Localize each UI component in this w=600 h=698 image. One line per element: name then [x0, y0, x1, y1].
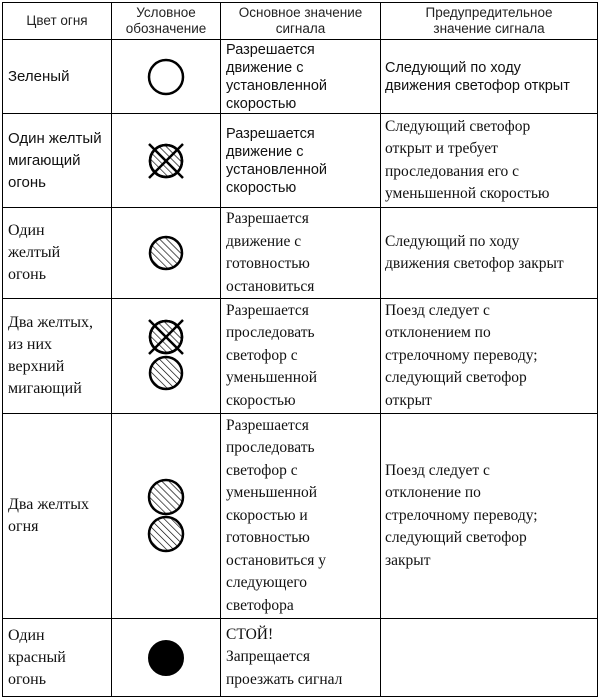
signal-name-cell: Один желтый мигающий огонь [3, 114, 112, 208]
symbol-cell [112, 414, 221, 619]
meaning-cell: Разрешается движение с готовностью остановиться [221, 208, 381, 299]
warning-cell-empty [381, 619, 598, 697]
symbol-cell [112, 619, 221, 697]
table-row [3, 414, 598, 619]
symbol-cell [112, 208, 221, 299]
meaning-cell: Разрешается проследовать светофор с уменьшенной скоростью и готовностью остановиться у следующего светофора [221, 414, 381, 619]
signal-name-cell: Два желтых, из них верхний мигающий [3, 299, 112, 414]
header-warning: Предупредительное значение сигнала [381, 3, 598, 40]
two-hatched-circles-upper-crossed-icon [141, 313, 191, 399]
meaning-cell: Разрешается проследовать светофор с уменьшенной скоростью [221, 299, 381, 414]
hatched-circle-crossed-icon [141, 136, 191, 186]
warning-cell: Поезд следует с отклонением по стрелочному переводу; следующий светофор открыт [381, 299, 598, 414]
header-symbol: Условное обозначение [112, 3, 221, 40]
table-row [3, 299, 598, 414]
signal-name-cell: Один красный огонь [3, 619, 112, 697]
signal-name-cell: Зеленый [3, 40, 112, 114]
table-row [3, 208, 598, 299]
header-meaning: Основное значение сигнала [221, 3, 381, 40]
meaning-cell: Разрешается движение с установленной скоростью [221, 40, 381, 114]
hatched-circle-icon [144, 231, 188, 275]
symbol-cell [112, 114, 221, 208]
meaning-cell: Разрешается движение с установленной скоростью [221, 114, 381, 208]
meaning-cell: СТОЙ! Запрещается проезжать сигнал [221, 619, 381, 697]
warning-cell: Поезд следует с отклонение по стрелочному переводу; следующий светофор закрыт [381, 414, 598, 619]
symbol-cell [112, 299, 221, 414]
symbol-cell [112, 40, 221, 114]
table-row [3, 40, 598, 114]
warning-cell: Следующий по ходу движения светофор открыт [381, 40, 598, 114]
header-row [3, 3, 598, 40]
table-row [3, 114, 598, 208]
warning-cell: Следующий по ходу движения светофор закрыт [381, 208, 598, 299]
signals-table [2, 2, 598, 697]
two-hatched-circles-icon [141, 475, 191, 557]
header-color: Цвет огня [3, 3, 112, 40]
table-row [3, 619, 598, 697]
warning-cell: Следующий светофор открыт и требует проследования его с уменьшенной скоростью [381, 114, 598, 208]
open-circle-icon [144, 55, 188, 99]
signal-name-cell: Один желтый огонь [3, 208, 112, 299]
signal-name-cell: Два желтых огня [3, 414, 112, 619]
filled-black-circle-icon [144, 636, 188, 680]
